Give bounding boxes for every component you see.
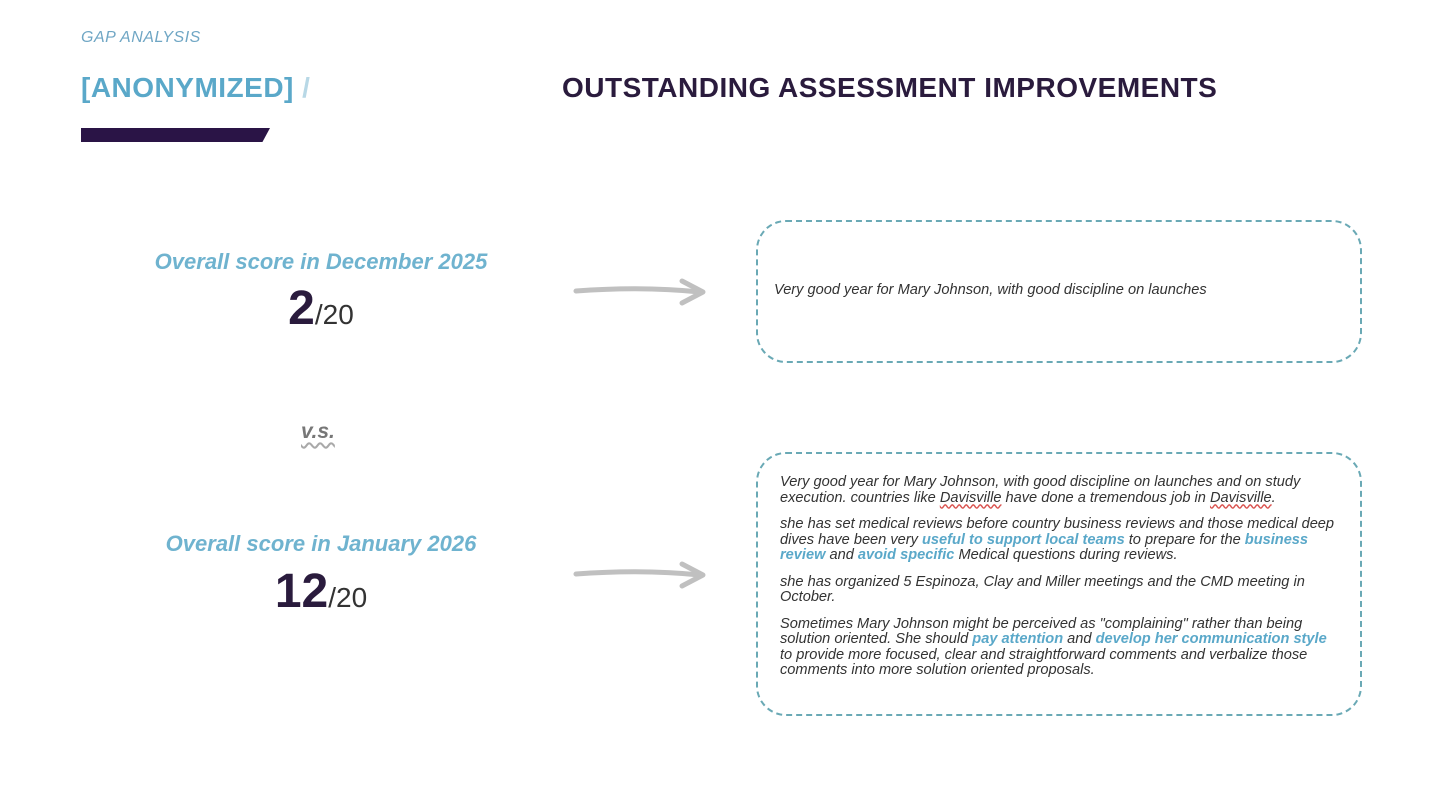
comment-text-december: Very good year for Mary Johnson, with good discipline on launches <box>774 282 1207 298</box>
score-january <box>131 564 511 619</box>
comment-box-december <box>756 220 1362 363</box>
section-kicker: GAP ANALYSIS <box>81 29 201 46</box>
highlight-text: avoid specific <box>857 547 955 563</box>
comment-paragraph-2: she has set medical reviews before country business reviews and those medical deep dives have been very useful to support local teams to prepare for the business review and avoid specific Medical questions during reviews. <box>780 516 1335 563</box>
score-december <box>131 281 511 336</box>
highlight-text: develop her communication style <box>1095 631 1327 647</box>
highlight-text: pay attention <box>972 631 1064 647</box>
comment-paragraph-4: Sometimes Mary Johnson might be perceived as "complaining" rather than being solution oriented. She should pay attention and develop her communication style to provide more focused, clear and straightforward comments and verbalize those comments into more solution oriented proposals. <box>780 615 1327 678</box>
comment-box-january <box>756 452 1362 716</box>
title-underline-bar <box>81 128 270 142</box>
score-denominator-december: /20 <box>314 299 354 330</box>
score-denominator-january: /20 <box>328 582 368 613</box>
highlight-text: useful to support local teams <box>921 531 1125 548</box>
title-separator: / <box>293 72 311 103</box>
arrow-right-icon <box>572 559 712 591</box>
place-name: Davisville <box>1209 489 1272 506</box>
score-value-december: 2 <box>288 282 315 335</box>
comment-paragraph-3: she has organized 5 Espinoza, Clay and Miller meetings and the CMD meeting in October. <box>780 573 1305 605</box>
score-label-december: Overall score in December 2025 <box>154 249 488 274</box>
highlight-text: business review <box>780 531 1309 563</box>
arrow-right-icon <box>572 276 712 308</box>
vs-label: v.s. <box>301 420 335 443</box>
place-name: Davisville <box>939 489 1002 506</box>
score-label-january: Overall score in January 2026 <box>165 531 477 556</box>
page-title-left <box>81 72 310 104</box>
score-value-january: 12 <box>274 565 329 618</box>
page-title: OUTSTANDING ASSESSMENT IMPROVEMENTS <box>562 72 1218 103</box>
comment-paragraph-1: Very good year for Mary Johnson, with good discipline on launches and on study execution. countries like Davisville have done a tremendous job in Davisville. <box>780 474 1301 506</box>
title-anonymized: [ANONYMIZED] <box>81 72 294 103</box>
